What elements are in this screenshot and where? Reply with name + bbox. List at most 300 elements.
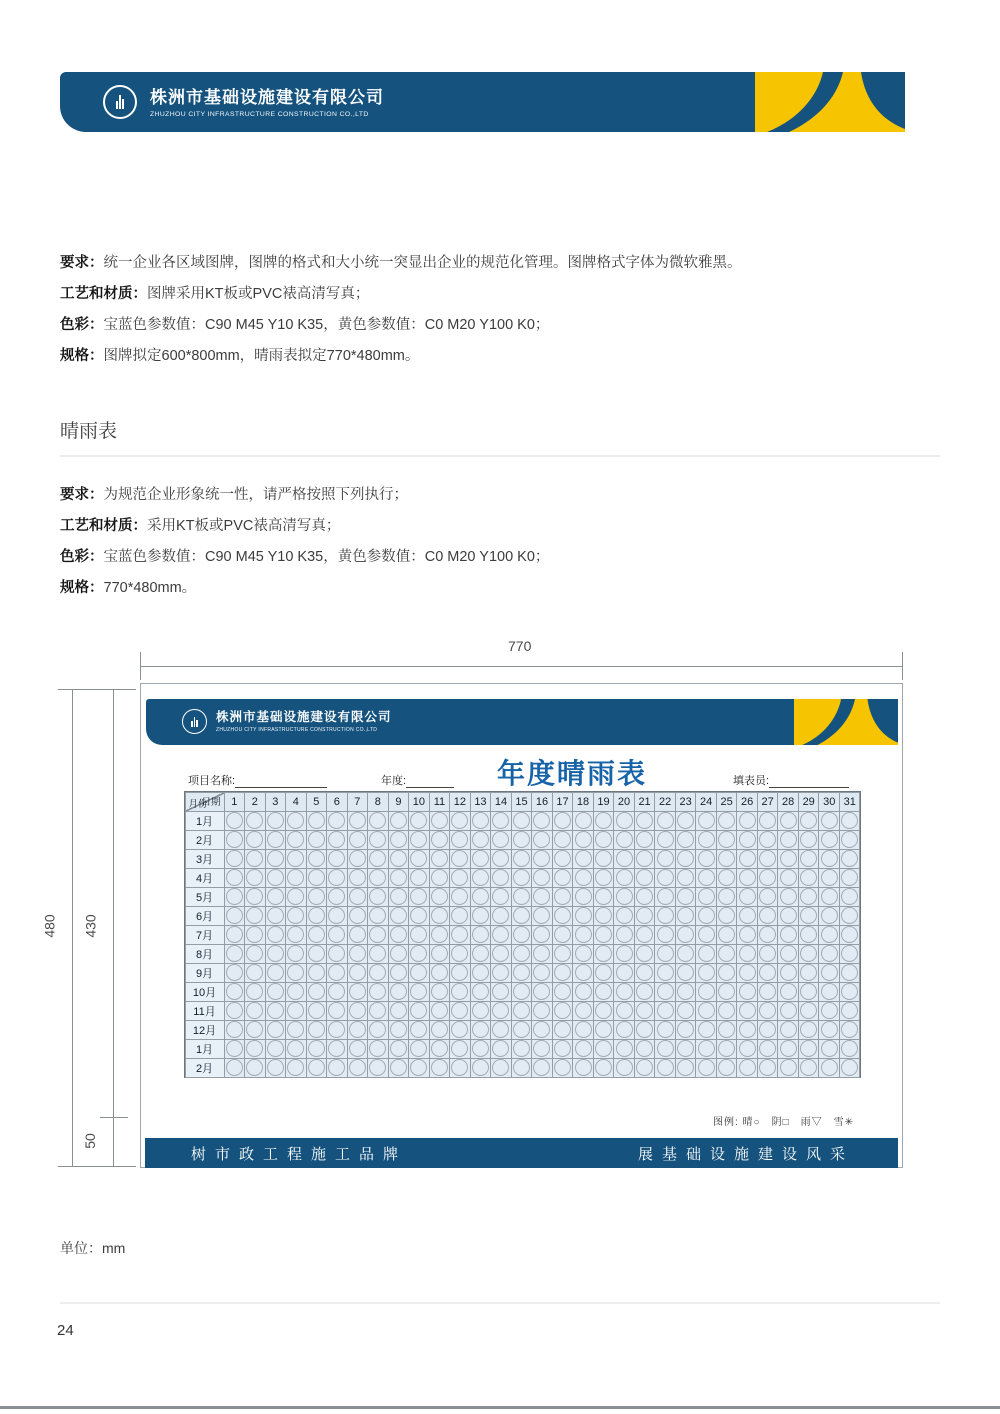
- day-header-cell: 13: [470, 792, 492, 812]
- weather-circle-icon: [472, 812, 489, 829]
- weather-circle-icon: [718, 850, 735, 867]
- weather-mark-cell: [265, 963, 287, 983]
- weather-mark-cell: [654, 830, 676, 850]
- weather-mark-cell: [552, 944, 574, 964]
- weather-circle-icon: [718, 983, 735, 1000]
- weather-circle-icon: [780, 964, 797, 981]
- weather-circle-icon: [369, 869, 386, 886]
- weather-mark-cell: [634, 1058, 656, 1078]
- dimension-tick: [58, 689, 136, 690]
- weather-mark-cell: [449, 944, 471, 964]
- weather-circle-icon: [800, 907, 817, 924]
- weather-circle-icon: [492, 926, 509, 943]
- weather-poster-artwork: [140, 683, 903, 1168]
- weather-circle-icon: [616, 983, 633, 1000]
- weather-mark-cell: [777, 1039, 799, 1059]
- weather-circle-icon: [595, 945, 612, 962]
- weather-mark-cell: [408, 811, 430, 831]
- weather-circle-icon: [390, 869, 407, 886]
- dimension-tick: [100, 1117, 128, 1118]
- weather-mark-cell: [429, 944, 451, 964]
- weather-mark-cell: [839, 1020, 861, 1040]
- weather-mark-cell: [470, 1058, 492, 1078]
- weather-mark-cell: [408, 1039, 430, 1059]
- weather-circle-icon: [349, 1059, 366, 1076]
- page-footer-bar: [0, 1406, 1000, 1409]
- weather-circle-icon: [513, 1059, 530, 1076]
- weather-mark-cell: [511, 849, 533, 869]
- weather-mark-cell: [654, 982, 676, 1002]
- weather-mark-cell: [347, 811, 369, 831]
- weather-circle-icon: [636, 1059, 653, 1076]
- weather-mark-cell: [367, 1020, 389, 1040]
- weather-circle-icon: [800, 1021, 817, 1038]
- weather-circle-icon: [677, 1021, 694, 1038]
- weather-mark-cell: [224, 887, 246, 907]
- weather-circle-icon: [308, 1040, 325, 1057]
- weather-circle-icon: [800, 831, 817, 848]
- weather-circle-icon: [451, 983, 468, 1000]
- weather-circle-icon: [431, 869, 448, 886]
- day-header-cell: 4: [285, 792, 307, 812]
- weather-circle-icon: [287, 1040, 304, 1057]
- weather-circle-icon: [759, 850, 776, 867]
- weather-mark-cell: [839, 830, 861, 850]
- weather-mark-cell: [634, 906, 656, 926]
- weather-circle-icon: [657, 1021, 674, 1038]
- weather-mark-cell: [429, 887, 451, 907]
- weather-mark-cell: [224, 1039, 246, 1059]
- weather-mark-cell: [818, 1058, 840, 1078]
- weather-mark-cell: [675, 1001, 697, 1021]
- weather-mark-cell: [613, 944, 635, 964]
- weather-mark-cell: [531, 849, 553, 869]
- weather-circle-icon: [226, 1002, 243, 1019]
- weather-circle-icon: [554, 926, 571, 943]
- weather-circle-icon: [472, 1059, 489, 1076]
- weather-circle-icon: [513, 907, 530, 924]
- weather-mark-cell: [367, 868, 389, 888]
- weather-circle-icon: [267, 1021, 284, 1038]
- weather-circle-icon: [533, 983, 550, 1000]
- weather-mark-cell: [757, 811, 779, 831]
- weather-mark-cell: [613, 963, 635, 983]
- weather-circle-icon: [492, 1021, 509, 1038]
- footer-divider: [60, 1302, 940, 1304]
- weather-mark-cell: [798, 868, 820, 888]
- weather-mark-cell: [716, 944, 738, 964]
- weather-mark-cell: [285, 982, 307, 1002]
- weather-mark-cell: [511, 944, 533, 964]
- page-number: 24: [57, 1322, 74, 1339]
- day-header-cell: 3: [265, 792, 287, 812]
- weather-mark-cell: [572, 1020, 594, 1040]
- weather-circle-icon: [718, 812, 735, 829]
- weather-circle-icon: [841, 1040, 858, 1057]
- weather-mark-cell: [572, 1039, 594, 1059]
- weather-circle-icon: [595, 983, 612, 1000]
- weather-mark-cell: [818, 811, 840, 831]
- weather-circle-icon: [718, 907, 735, 924]
- weather-mark-cell: [757, 944, 779, 964]
- weather-legend: 图例: 晴○ 阴□ 雨▽ 雪✳: [712, 1117, 854, 1128]
- weather-circle-icon: [410, 1040, 427, 1057]
- weather-circle-icon: [431, 983, 448, 1000]
- day-header-cell: 11: [429, 792, 451, 812]
- weather-circle-icon: [636, 926, 653, 943]
- weather-circle-icon: [369, 1040, 386, 1057]
- weather-circle-icon: [636, 907, 653, 924]
- weather-circle-icon: [267, 907, 284, 924]
- weather-mark-cell: [736, 963, 758, 983]
- weather-mark-cell: [572, 868, 594, 888]
- weather-mark-cell: [347, 982, 369, 1002]
- weather-circle-icon: [226, 945, 243, 962]
- weather-mark-cell: [511, 1058, 533, 1078]
- weather-circle-icon: [636, 1040, 653, 1057]
- weather-circle-icon: [287, 1021, 304, 1038]
- weather-mark-cell: [552, 868, 574, 888]
- weather-mark-cell: [490, 830, 512, 850]
- weather-mark-cell: [798, 1001, 820, 1021]
- month-row: [185, 887, 860, 906]
- weather-mark-cell: [306, 944, 328, 964]
- weather-mark-cell: [388, 944, 410, 964]
- weather-mark-cell: [654, 887, 676, 907]
- weather-circle-icon: [616, 831, 633, 848]
- weather-circle-icon: [472, 831, 489, 848]
- weather-mark-cell: [593, 982, 615, 1002]
- weather-mark-cell: [654, 849, 676, 869]
- weather-circle-icon: [287, 926, 304, 943]
- weather-circle-icon: [780, 926, 797, 943]
- weather-mark-cell: [572, 963, 594, 983]
- weather-circle-icon: [410, 1059, 427, 1076]
- table-corner-cell: [185, 792, 225, 812]
- dimension-tick: [902, 652, 903, 680]
- month-label-cell: 7月: [185, 925, 225, 945]
- weather-circle-icon: [657, 888, 674, 905]
- weather-mark-cell: [695, 944, 717, 964]
- weather-circle-icon: [616, 907, 633, 924]
- weather-circle-icon: [349, 907, 366, 924]
- weather-mark-cell: [408, 868, 430, 888]
- weather-circle-icon: [328, 945, 345, 962]
- weather-mark-cell: [736, 811, 758, 831]
- weather-mark-cell: [613, 811, 635, 831]
- day-header-cell: 24: [695, 792, 717, 812]
- weather-circle-icon: [533, 1059, 550, 1076]
- dimension-tick: [58, 1166, 136, 1167]
- weather-mark-cell: [244, 849, 266, 869]
- weather-circle-icon: [800, 888, 817, 905]
- weather-circle-icon: [780, 983, 797, 1000]
- spec-label: 工艺和材质：: [60, 518, 147, 534]
- weather-circle-icon: [841, 907, 858, 924]
- weather-circle-icon: [246, 1021, 263, 1038]
- weather-mark-cell: [675, 906, 697, 926]
- weather-circle-icon: [554, 964, 571, 981]
- weather-mark-cell: [572, 887, 594, 907]
- weather-mark-cell: [736, 1039, 758, 1059]
- spec-line-material: [60, 283, 940, 314]
- weather-circle-icon: [636, 812, 653, 829]
- project-name-label: 项目名称:: [188, 775, 236, 787]
- weather-mark-cell: [285, 830, 307, 850]
- spec-label: 要求：: [60, 487, 104, 503]
- weather-mark-cell: [285, 868, 307, 888]
- weather-mark-cell: [511, 830, 533, 850]
- weather-circle-icon: [226, 812, 243, 829]
- weather-mark-cell: [388, 963, 410, 983]
- weather-circle-icon: [328, 983, 345, 1000]
- weather-circle-icon: [533, 926, 550, 943]
- weather-circle-icon: [595, 812, 612, 829]
- weather-mark-cell: [593, 944, 615, 964]
- weather-mark-cell: [449, 887, 471, 907]
- dimension-height50-label: 50: [81, 1133, 98, 1149]
- weather-circle-icon: [246, 1040, 263, 1057]
- spec-line-size: [60, 577, 940, 608]
- weather-mark-cell: [490, 944, 512, 964]
- weather-mark-cell: [818, 925, 840, 945]
- weather-circle-icon: [226, 907, 243, 924]
- weather-circle-icon: [246, 869, 263, 886]
- weather-circle-icon: [616, 869, 633, 886]
- weather-mark-cell: [347, 906, 369, 926]
- weather-circle-icon: [328, 964, 345, 981]
- weather-mark-cell: [470, 925, 492, 945]
- weather-circle-icon: [821, 1021, 838, 1038]
- weather-mark-cell: [675, 963, 697, 983]
- weather-circle-icon: [513, 831, 530, 848]
- weather-mark-cell: [716, 925, 738, 945]
- weather-mark-cell: [470, 887, 492, 907]
- weather-circle-icon: [267, 983, 284, 1000]
- weather-circle-icon: [533, 888, 550, 905]
- weather-circle-icon: [821, 888, 838, 905]
- weather-circle-icon: [431, 831, 448, 848]
- weather-circle-icon: [698, 1040, 715, 1057]
- weather-mark-cell: [839, 982, 861, 1002]
- weather-mark-cell: [244, 1001, 266, 1021]
- weather-circle-icon: [821, 1002, 838, 1019]
- spec-line-requirement: [60, 484, 940, 515]
- weather-mark-cell: [716, 811, 738, 831]
- weather-mark-cell: [367, 925, 389, 945]
- weather-mark-cell: [429, 1020, 451, 1040]
- weather-mark-cell: [408, 963, 430, 983]
- weather-circle-icon: [246, 926, 263, 943]
- weather-mark-cell: [572, 1001, 594, 1021]
- weather-mark-cell: [306, 1058, 328, 1078]
- weather-mark-cell: [326, 1020, 348, 1040]
- weather-circle-icon: [328, 907, 345, 924]
- weather-mark-cell: [388, 906, 410, 926]
- weather-mark-cell: [490, 868, 512, 888]
- weather-mark-cell: [326, 906, 348, 926]
- weather-mark-cell: [531, 1001, 553, 1021]
- weather-mark-cell: [429, 1039, 451, 1059]
- weather-circle-icon: [616, 1040, 633, 1057]
- month-row: [185, 1020, 860, 1039]
- weather-mark-cell: [367, 1039, 389, 1059]
- weather-circle-icon: [349, 831, 366, 848]
- weather-mark-cell: [716, 1001, 738, 1021]
- weather-mark-cell: [244, 887, 266, 907]
- spec-text: 图牌采用KT板或PVC裱高清写真；: [147, 286, 370, 302]
- weather-mark-cell: [490, 1039, 512, 1059]
- weather-circle-icon: [246, 945, 263, 962]
- weather-circle-icon: [780, 945, 797, 962]
- weather-mark-cell: [326, 868, 348, 888]
- weather-circle-icon: [841, 945, 858, 962]
- weather-mark-cell: [429, 830, 451, 850]
- weather-circle-icon: [246, 888, 263, 905]
- weather-circle-icon: [246, 907, 263, 924]
- weather-circle-icon: [492, 888, 509, 905]
- weather-circle-icon: [431, 1059, 448, 1076]
- weather-circle-icon: [451, 964, 468, 981]
- weather-mark-cell: [511, 982, 533, 1002]
- poster-slogan-bar: [145, 1138, 898, 1168]
- weather-mark-cell: [367, 963, 389, 983]
- weather-circle-icon: [267, 888, 284, 905]
- weather-circle-icon: [226, 831, 243, 848]
- company-name-en: ZHUZHOU CITY INFRASTRUCTURE CONSTRUCTION CO.,LTD: [150, 111, 369, 118]
- weather-mark-cell: [429, 982, 451, 1002]
- weather-mark-cell: [798, 811, 820, 831]
- weather-mark-cell: [552, 1001, 574, 1021]
- weather-mark-cell: [531, 982, 553, 1002]
- weather-mark-cell: [798, 849, 820, 869]
- weather-mark-cell: [798, 925, 820, 945]
- weather-circle-icon: [472, 869, 489, 886]
- weather-circle-icon: [410, 869, 427, 886]
- weather-circle-icon: [821, 850, 838, 867]
- company-name-en: ZHUZHOU CITY INFRASTRUCTURE CONSTRUCTION CO.,LTD: [216, 727, 378, 733]
- weather-circle-icon: [267, 964, 284, 981]
- weather-mark-cell: [675, 811, 697, 831]
- weather-circle-icon: [287, 983, 304, 1000]
- dimension-height480-line: [72, 689, 73, 1167]
- weather-circle-icon: [226, 983, 243, 1000]
- weather-mark-cell: [388, 1039, 410, 1059]
- weather-circle-icon: [451, 1040, 468, 1057]
- weather-circle-icon: [287, 964, 304, 981]
- weather-circle-icon: [533, 1021, 550, 1038]
- weather-mark-cell: [818, 963, 840, 983]
- weather-mark-cell: [244, 1020, 266, 1040]
- weather-mark-cell: [654, 811, 676, 831]
- weather-mark-cell: [777, 1020, 799, 1040]
- month-row: [185, 925, 860, 944]
- weather-circle-icon: [533, 869, 550, 886]
- dimension-height430-label: 430: [82, 914, 99, 938]
- poster-title: 年度晴雨表: [497, 758, 648, 789]
- weather-mark-cell: [511, 887, 533, 907]
- weather-mark-cell: [675, 944, 697, 964]
- weather-circle-icon: [698, 964, 715, 981]
- weather-circle-icon: [492, 812, 509, 829]
- weather-circle-icon: [739, 983, 756, 1000]
- weather-circle-icon: [739, 812, 756, 829]
- weather-circle-icon: [677, 869, 694, 886]
- weather-mark-cell: [511, 1001, 533, 1021]
- weather-mark-cell: [326, 963, 348, 983]
- weather-circle-icon: [677, 1059, 694, 1076]
- weather-circle-icon: [677, 907, 694, 924]
- signage-spec-block: [60, 252, 940, 376]
- weather-mark-cell: [490, 849, 512, 869]
- weather-mark-cell: [736, 1020, 758, 1040]
- weather-mark-cell: [367, 830, 389, 850]
- weather-circle-icon: [451, 945, 468, 962]
- weather-mark-cell: [511, 868, 533, 888]
- weather-circle-icon: [636, 888, 653, 905]
- weather-circle-icon: [328, 850, 345, 867]
- weather-mark-cell: [654, 868, 676, 888]
- weather-circle-icon: [369, 1059, 386, 1076]
- weather-mark-cell: [716, 1058, 738, 1078]
- weather-mark-cell: [757, 982, 779, 1002]
- weather-mark-cell: [531, 963, 553, 983]
- weather-circle-icon: [492, 1002, 509, 1019]
- weather-circle-icon: [431, 926, 448, 943]
- weather-mark-cell: [634, 868, 656, 888]
- weather-mark-cell: [285, 963, 307, 983]
- weather-mark-cell: [736, 1058, 758, 1078]
- weather-circle-icon: [267, 1059, 284, 1076]
- weather-circle-icon: [328, 926, 345, 943]
- day-header-cell: 28: [777, 792, 799, 812]
- weather-mark-cell: [265, 1058, 287, 1078]
- weather-mark-cell: [388, 982, 410, 1002]
- weather-mark-cell: [347, 1058, 369, 1078]
- weather-circle-icon: [718, 1059, 735, 1076]
- weather-circle-icon: [575, 1059, 592, 1076]
- weather-circle-icon: [390, 926, 407, 943]
- weather-mark-cell: [695, 925, 717, 945]
- weather-mark-cell: [839, 944, 861, 964]
- weather-mark-cell: [449, 982, 471, 1002]
- weather-circle-icon: [410, 983, 427, 1000]
- weather-mark-cell: [326, 1001, 348, 1021]
- weather-circle-icon: [226, 1021, 243, 1038]
- weather-mark-cell: [449, 811, 471, 831]
- weather-mark-cell: [654, 906, 676, 926]
- weather-mark-cell: [449, 849, 471, 869]
- weather-mark-cell: [449, 1039, 471, 1059]
- weather-mark-cell: [531, 1058, 553, 1078]
- weather-circle-icon: [554, 1002, 571, 1019]
- spec-text: 采用KT板或PVC裱高清写真；: [147, 518, 341, 534]
- weather-circle-icon: [267, 812, 284, 829]
- day-header-cell: 21: [634, 792, 656, 812]
- weather-mark-cell: [326, 1058, 348, 1078]
- weather-circle-icon: [513, 850, 530, 867]
- weather-mark-cell: [347, 944, 369, 964]
- weather-mark-cell: [408, 906, 430, 926]
- weather-mark-cell: [613, 982, 635, 1002]
- weather-circle-icon: [410, 907, 427, 924]
- weather-mark-cell: [285, 1039, 307, 1059]
- weather-circle-icon: [677, 926, 694, 943]
- weather-circle-icon: [841, 926, 858, 943]
- weather-mark-cell: [265, 925, 287, 945]
- weather-circle-icon: [739, 831, 756, 848]
- day-header-cell: 10: [408, 792, 430, 812]
